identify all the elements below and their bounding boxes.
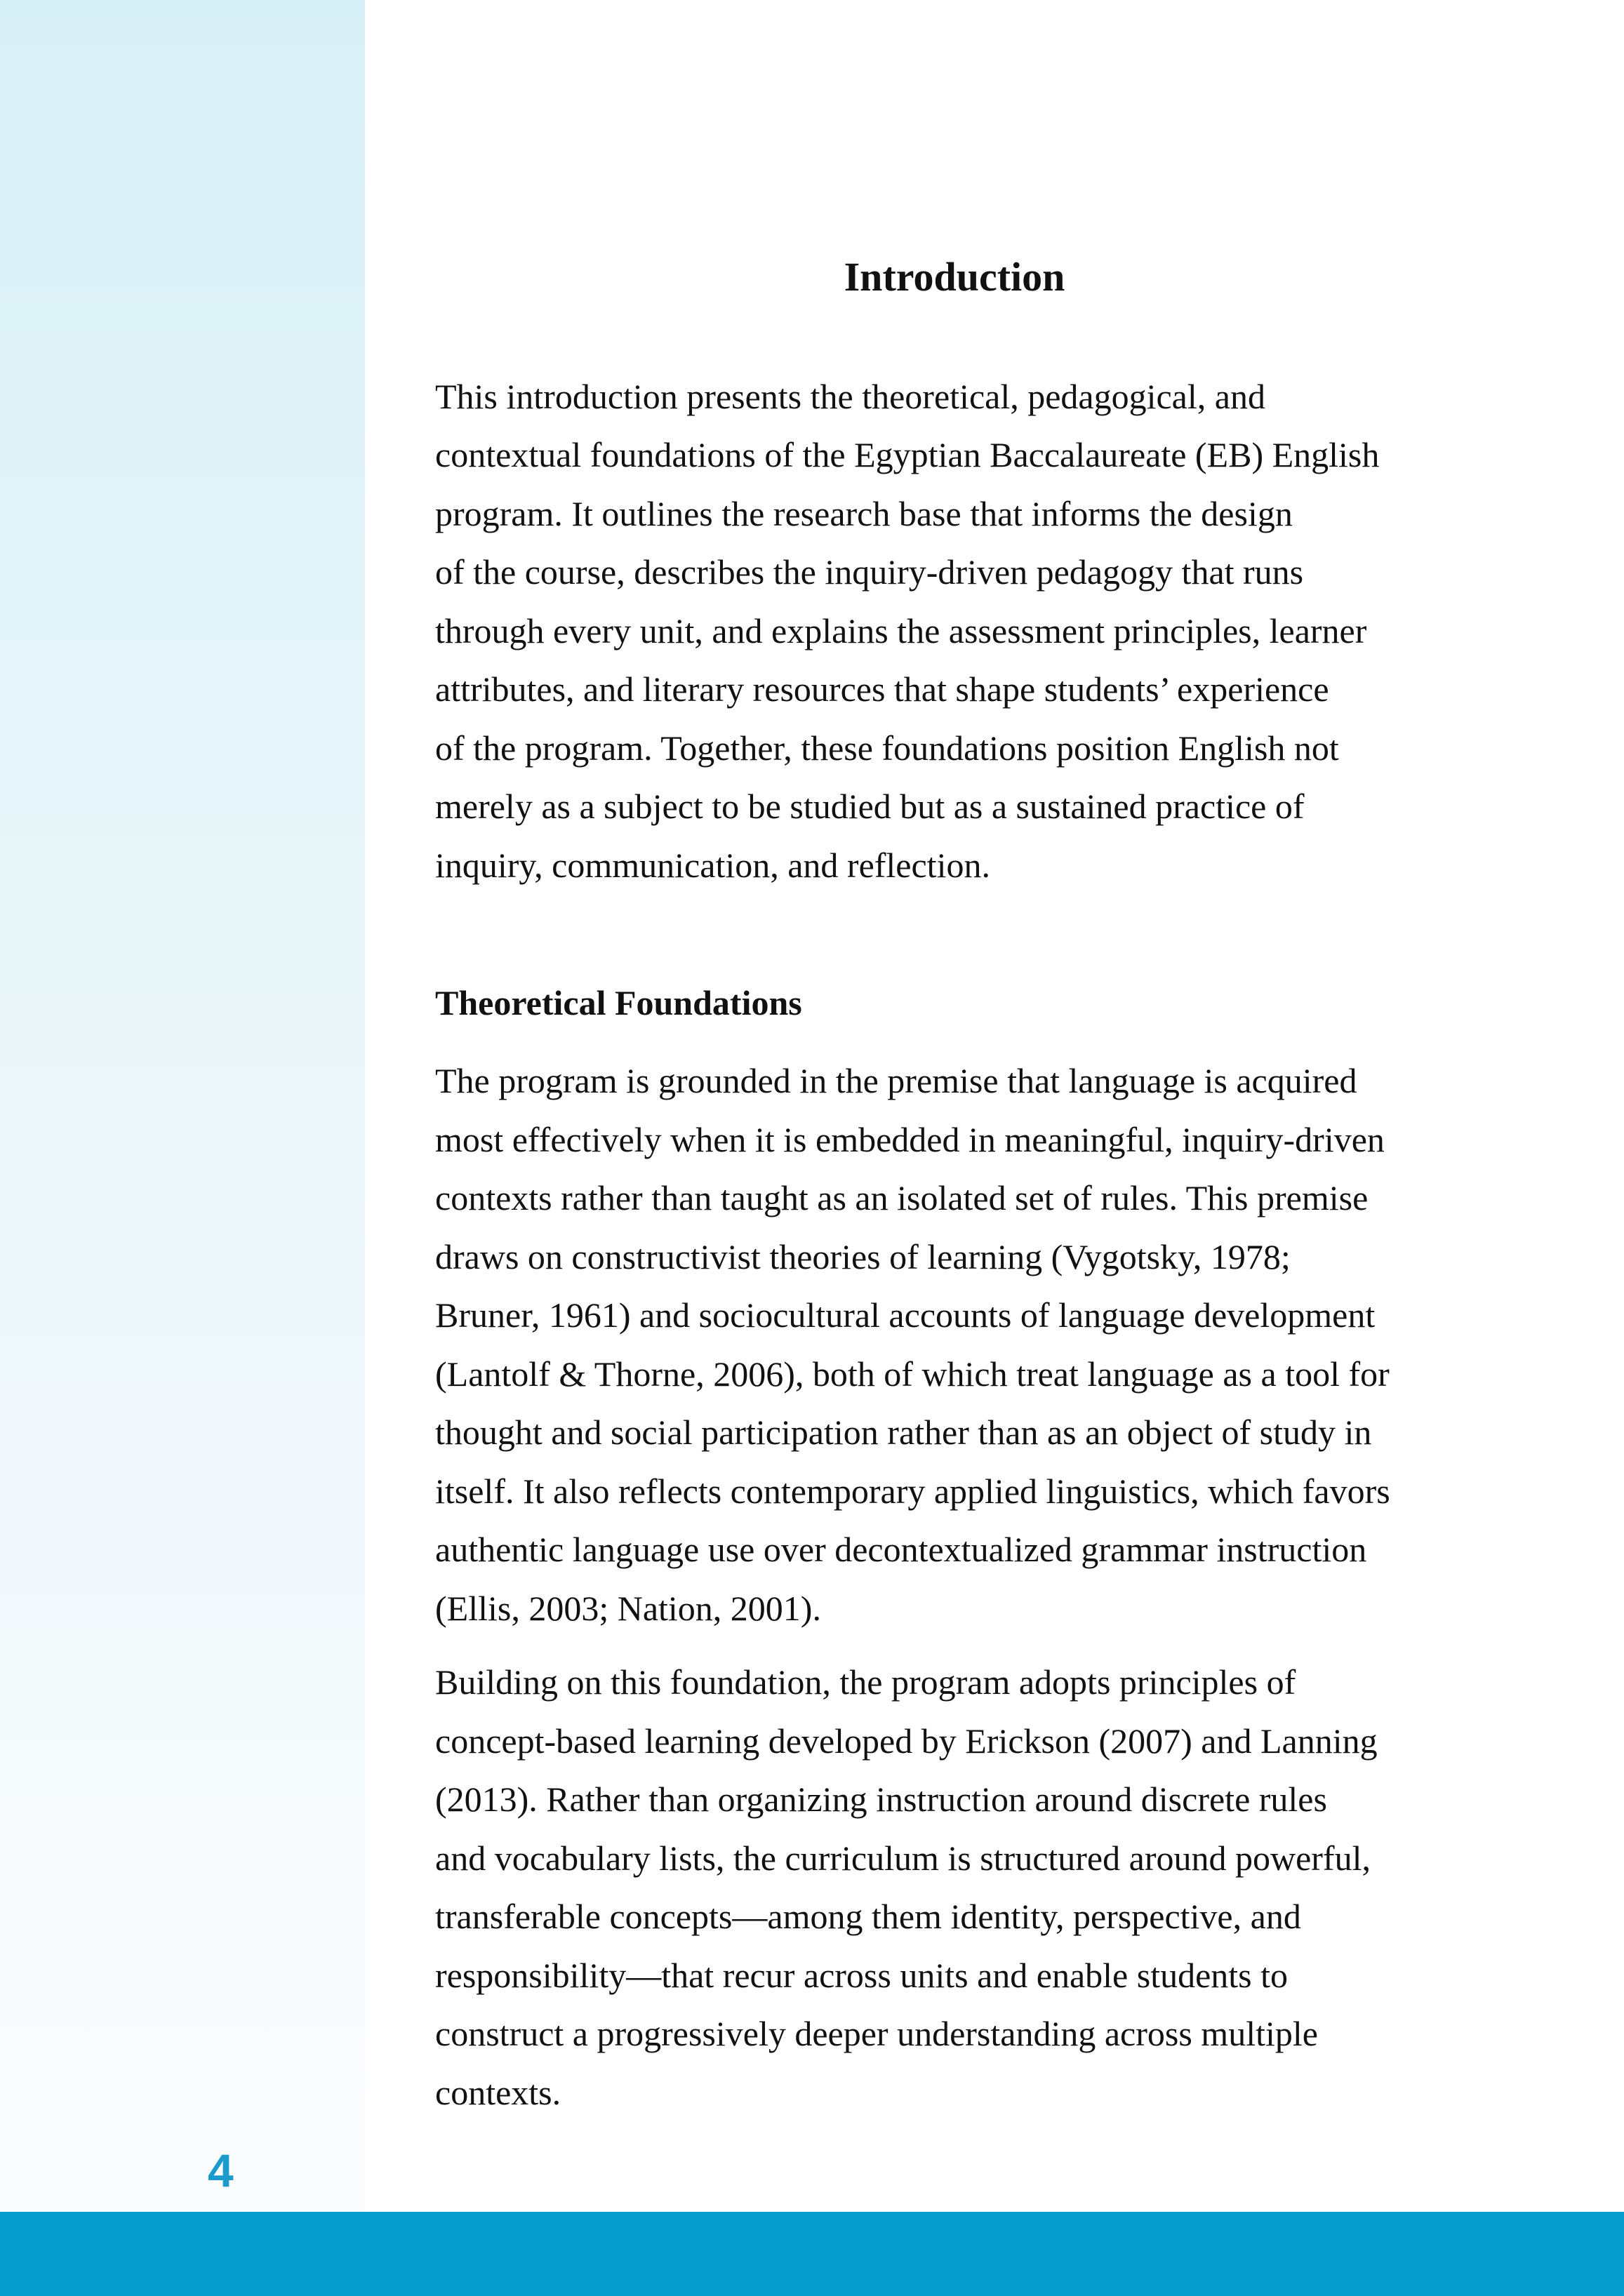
section-paragraph-1 bbox=[435, 1052, 1474, 1638]
text-line: of the course, describes the inquiry-driven pedagogy that runs bbox=[435, 552, 1304, 592]
text-line: Bruner, 1961) and sociocultural accounts of language development bbox=[435, 1295, 1376, 1335]
text-line: of the program. Together, these foundations position English not bbox=[435, 728, 1339, 768]
page-content bbox=[435, 253, 1474, 2122]
text-line: itself. It also reflects contemporary applied linguistics, which favors bbox=[435, 1471, 1390, 1511]
text-line: transferable concepts—among them identity, perspective, and bbox=[435, 1897, 1301, 1937]
text-line: (Lantolf & Thorne, 2006), both of which treat language as a tool for bbox=[435, 1354, 1390, 1394]
text-line: The program is grounded in the premise that language is acquired bbox=[435, 1061, 1357, 1101]
text-line: merely as a subject to be studied but as a sustained practice of bbox=[435, 787, 1305, 827]
text-line: inquiry, communication, and reflection. bbox=[435, 845, 990, 885]
text-line: concept-based learning developed by Erickson (2007) and Lanning bbox=[435, 1721, 1378, 1761]
text-line: attributes, and literary resources that shape students’ experience bbox=[435, 669, 1329, 709]
text-line: thought and social participation rather than as an object of study in bbox=[435, 1413, 1372, 1453]
page-number: 4 bbox=[208, 2144, 234, 2196]
text-line: and vocabulary lists, the curriculum is structured around powerful, bbox=[435, 1838, 1371, 1878]
paragraph-gap bbox=[435, 1638, 1474, 1653]
text-line: program. It outlines the research base that informs the design bbox=[435, 493, 1293, 533]
text-line: contexts. bbox=[435, 2072, 561, 2112]
page-title: Introduction bbox=[844, 254, 1065, 300]
section-paragraph-2 bbox=[435, 1653, 1474, 2122]
text-line: authentic language use over decontextualized grammar instruction bbox=[435, 1530, 1367, 1570]
text-line: responsibility—that recur across units and enable students to bbox=[435, 1955, 1289, 1995]
text-line: This introduction presents the theoretical, pedagogical, and bbox=[435, 376, 1265, 416]
text-line: contexts rather than taught as an isolated set of rules. This premise bbox=[435, 1178, 1369, 1218]
text-line: (2013). Rather than organizing instruction around discrete rules bbox=[435, 1780, 1327, 1820]
text-line: draws on constructivist theories of learning (Vygotsky, 1978; bbox=[435, 1236, 1291, 1276]
footer-bar bbox=[0, 2212, 1624, 2296]
sidebar-band bbox=[0, 0, 365, 2212]
text-line: Building on this foundation, the program adopts principles of bbox=[435, 1662, 1296, 1702]
text-line: contextual foundations of the Egyptian Baccalaureate (EB) English bbox=[435, 435, 1380, 475]
section-heading: Theoretical Foundations bbox=[435, 983, 802, 1023]
text-line: construct a progressively deeper understanding across multiple bbox=[435, 2014, 1318, 2054]
text-line: through every unit, and explains the assessment principles, learner bbox=[435, 610, 1367, 650]
text-line: (Ellis, 2003; Nation, 2001). bbox=[435, 1588, 821, 1628]
intro-paragraph bbox=[435, 368, 1474, 895]
text-line: most effectively when it is embedded in meaningful, inquiry-driven bbox=[435, 1119, 1385, 1159]
